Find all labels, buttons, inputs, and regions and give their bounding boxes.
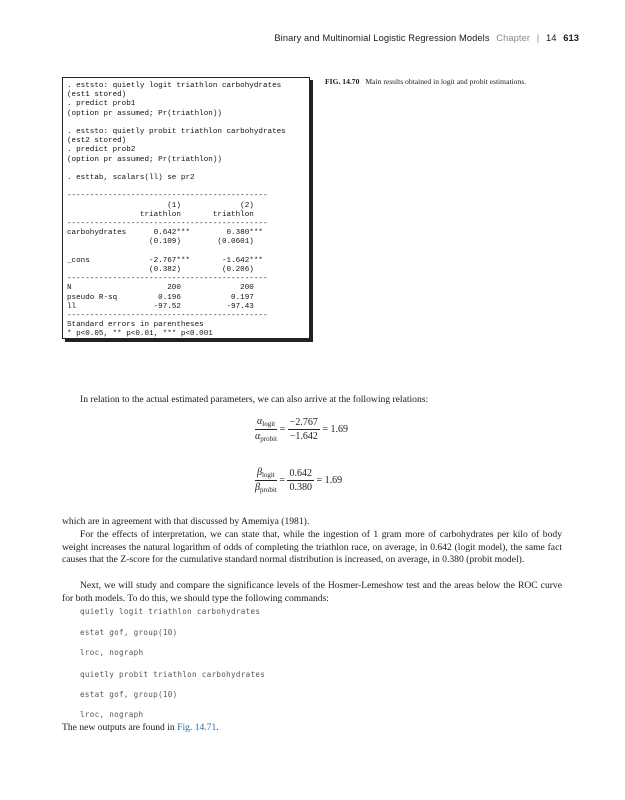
stata-output-line: --------------------------------------------: [67, 275, 268, 284]
command-line: quietly probit triathlon carbohydrates: [80, 670, 266, 679]
stata-output-line: [67, 183, 305, 192]
alpha-ratio-result: = 1.69: [322, 423, 349, 435]
alpha-symbol-fraction: [255, 416, 277, 443]
page-number: 613: [563, 33, 579, 43]
stata-output-line: (option pr assumed; Pr(triathlon)): [67, 109, 222, 118]
beta-value-fraction: [287, 468, 314, 493]
beta-logit-sub: logit: [261, 471, 275, 479]
beta-probit-sub: probit: [260, 486, 277, 494]
stata-output-line: (est2 stored): [67, 137, 127, 146]
stata-output-line: (0.109) (0.0601): [67, 238, 254, 247]
stata-output-line: --------------------------------------------: [67, 312, 268, 321]
alpha-probit-value: −1.642: [289, 431, 318, 442]
stata-output-line: (0.382) (0.206): [67, 266, 254, 275]
stata-output-line: --------------------------------------------: [67, 220, 268, 229]
command-line: estat gof, group(10): [80, 690, 178, 699]
figure-caption: [325, 77, 585, 86]
stata-output-line: --------------------------------------------: [67, 192, 268, 201]
figure-caption-text: Main results obtained in logit and probit estimations.: [365, 77, 527, 86]
alpha-value-fraction: [288, 417, 320, 442]
stata-output-line: [67, 165, 305, 174]
figure-reference-link[interactable]: Fig. 14.71: [177, 722, 217, 733]
stata-output-line: . predict prob2: [67, 146, 136, 155]
stata-output-line: [67, 119, 305, 128]
beta-symbol-fraction: [255, 467, 277, 494]
beta-probit-value: 0.380: [289, 482, 312, 493]
beta-ratio-result: = 1.69: [316, 474, 343, 486]
alpha-logit-symbol: α: [257, 416, 263, 427]
stata-output-line: (est1 stored): [67, 91, 127, 100]
chapter-number: 14: [545, 33, 557, 43]
closing-text: The new outputs are found in: [62, 722, 175, 733]
command-line: estat gof, group(10): [80, 628, 178, 637]
command-line: lroc, nograph: [80, 710, 144, 719]
stata-output-line: (option pr assumed; Pr(triathlon)): [67, 155, 222, 164]
alpha-ratio-equation: $\frac{\alpha_{logit}}{\alpha_{probit}}$ = $\frac{-2.767}{-1.642}$ = 1.69: [255, 416, 349, 443]
paragraph-amemiya: which are in agreement with that discussed by Amemiya (1981).: [62, 516, 310, 527]
stata-output-line: (1) (2): [67, 201, 254, 210]
stata-output-line: N 200 200: [67, 284, 254, 293]
stata-output-line: carbohydrates 0.642*** 0.380***: [67, 229, 263, 238]
stata-output-line: . esttab, scalars(ll) se pr2: [67, 174, 195, 183]
chapter-label: Chapter: [496, 33, 531, 43]
command-line: lroc, nograph: [80, 648, 144, 657]
paragraph-next-steps: Next, we will study and compare the significance levels of the Hosmer-Lemeshow test and the areas below the ROC curve for both models. To do this, we should type the following commands:: [62, 580, 562, 604]
alpha-probit-sub: probit: [260, 435, 278, 443]
stata-output-line: Standard errors in parentheses: [67, 321, 204, 330]
stata-output-line: triathlon triathlon: [67, 210, 254, 219]
stata-output-line: . predict prob1: [67, 100, 136, 109]
stata-output-line: . eststo: quietly probit triathlon carbohydrates: [67, 128, 286, 137]
closing-sentence: [62, 722, 562, 735]
stata-output-line: pseudo R-sq 0.196 0.197: [67, 293, 254, 302]
stata-output-figure: [62, 77, 310, 339]
beta-logit-value: 0.642: [289, 468, 312, 479]
figure-label: FIG. 14.70: [325, 77, 360, 86]
beta-logit-symbol: β: [257, 467, 262, 478]
beta-probit-symbol: β: [255, 482, 261, 493]
stata-output-line: _cons -2.767*** -1.642***: [67, 256, 263, 265]
book-title: Binary and Multinomial Logistic Regression Models: [274, 33, 490, 43]
stata-output-line: [67, 248, 305, 257]
command-line: quietly logit triathlon carbohydrates: [80, 607, 261, 616]
header-separator: |: [536, 33, 540, 43]
beta-ratio-equation: $\frac{\beta_{logit}}{\beta_{probit}}$ = $\frac{0.642}{0.380}$ = 1.69: [255, 467, 343, 494]
alpha-logit-value: −2.767: [289, 417, 318, 428]
closing-period: .: [216, 722, 219, 733]
intro-paragraph: In relation to the actual estimated parameters, we can also arrive at the following relations:: [80, 394, 429, 405]
alpha-probit-symbol: α: [255, 431, 261, 442]
stata-output-line: ll -97.52 -97.43: [67, 302, 254, 311]
stata-output-line: * p<0.05, ** p<0.01, *** p<0.001: [67, 330, 213, 339]
running-header: [274, 33, 579, 43]
alpha-logit-sub: logit: [262, 420, 276, 428]
paragraph-interpretation: For the effects of interpretation, we can state that, while the ingestion of 1 gram more of carbohydrates per kilo of body weight increases the natural logarithm of odds of completing the triathlon race, on average, in 0.642 (logit model), the same fact causes that the Z-score for the cumulative standard normal distribution is increased, on average, in 0.380 (probit model).: [62, 529, 562, 566]
stata-output-line: . eststo: quietly logit triathlon carbohydrates: [67, 82, 282, 90]
